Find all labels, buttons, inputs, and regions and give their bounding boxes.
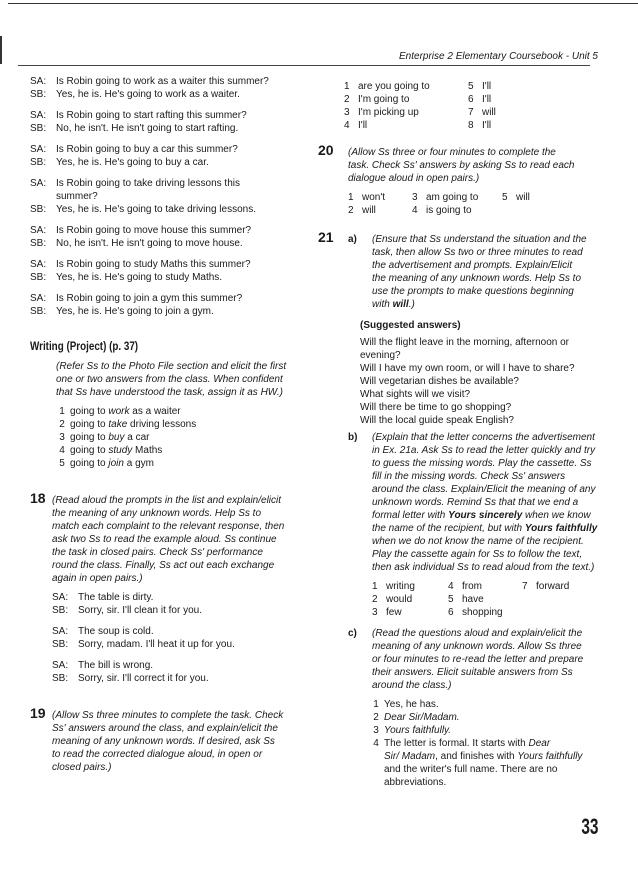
answer-cell: won't [362, 192, 386, 203]
dialogue [52, 591, 298, 617]
answer-cell [536, 593, 596, 606]
item-text [70, 457, 154, 470]
item-text [70, 405, 181, 418]
part-b-answers [372, 580, 600, 619]
exercise-number: 18 [30, 490, 46, 506]
answer-cell: I'm going to [358, 94, 410, 105]
answer-cell [522, 593, 536, 606]
text-line: (Explain that the letter concerns the advertisement [372, 432, 595, 443]
dialogue-line [52, 604, 298, 617]
answer-cell: 5 [468, 81, 474, 92]
line-text: Is Robin going to buy a car this summer? [56, 144, 238, 155]
line-text: Is Robin going to join a gym this summer? [56, 293, 243, 304]
speaker: SA: [52, 626, 69, 637]
line-text: Sorry, sir. I'll clean it for you. [78, 605, 202, 616]
text-line: Will the local guide speak English? [360, 415, 514, 426]
answer-cell: 8 [468, 120, 474, 131]
line-text: Is Robin going to study Maths this summer? [56, 259, 251, 270]
dialogue-line [30, 305, 298, 318]
text-line: (Allow Ss three minutes to complete the task. Check [52, 710, 284, 721]
answer-row [372, 593, 600, 606]
answer-row [344, 106, 600, 119]
part-label: a) [348, 234, 357, 245]
exercise-18 [30, 492, 298, 693]
text: driving lessons [127, 419, 197, 430]
margin-mark [0, 36, 2, 64]
text-line: unknown words. Remind Ss that that we end a [372, 497, 579, 508]
item-number: 4 [59, 445, 65, 456]
line-text: Yes, he is. He's going to buy a car. [56, 157, 209, 168]
text-line [372, 298, 600, 311]
item-text [70, 418, 196, 431]
line-text: Sorry, sir. I'll correct it for you. [78, 673, 209, 684]
text-line: meaning of any unknown words. Allow Ss three [372, 641, 582, 652]
answer-cell: 6 [468, 94, 474, 105]
line-text: Sorry, madam. I'll heat it up for you. [78, 639, 235, 650]
line-text: Is Robin going to start rafting this summer? [56, 110, 247, 121]
exercise-20 [318, 144, 600, 217]
verb: take [108, 419, 128, 430]
text-line [372, 233, 600, 246]
speaker: SB: [30, 123, 47, 134]
speaker: SA: [52, 660, 69, 671]
part-a-instructions [372, 233, 600, 311]
speaker: SB: [30, 306, 47, 317]
answer-cell: 2 [372, 594, 378, 605]
answer-cell: 6 [448, 607, 454, 618]
dialogue [30, 143, 298, 169]
text-line: Ss' answers around the class, and explain/elicit the [52, 723, 278, 734]
answer-row [348, 204, 600, 217]
item-text [70, 444, 162, 457]
speaker: SA: [30, 76, 47, 87]
answer-cell: I'll [358, 120, 368, 131]
list-item [54, 405, 298, 418]
part-c-instructions [372, 627, 600, 692]
verb: join [108, 458, 124, 469]
speaker: SA: [30, 225, 47, 236]
dialogue [52, 659, 298, 685]
suggested-questions [360, 336, 600, 427]
text-line: the task in closed pairs. Check Ss' performance [52, 547, 263, 558]
line-text: Yes, he is. He's going to join a gym. [56, 306, 214, 317]
text-line: then ask individual Ss to read aloud from the text.) [372, 562, 595, 573]
answer-cell [516, 204, 556, 217]
answer-cell: 5 [502, 192, 508, 203]
dialogue [30, 75, 298, 101]
text-line: round the class. Finally, Ss act out each exchange [52, 560, 275, 571]
exercise-20-answers [348, 191, 600, 217]
text-line: ask two Ss to read the example aloud. Ss continue [52, 534, 277, 545]
text-line: match each complaint to the relevant response, then [52, 521, 285, 532]
answer-cell: is going to [426, 205, 472, 216]
text: going to [70, 458, 109, 469]
dialogue-line [30, 292, 298, 305]
dialogue-line [52, 659, 298, 672]
answer-row [344, 93, 600, 106]
answer-cell: from [462, 581, 482, 592]
line-text: Yes, he is. He's going to study Maths. [56, 272, 223, 283]
text-line: (Refer Ss to the Photo File section and elicit the first [56, 361, 287, 372]
text-line: Will the flight leave in the morning, afternoon or [360, 337, 569, 348]
answer-cell: I'll [482, 120, 492, 131]
text-line: Will I have my own room, or will I have to share? [360, 363, 575, 374]
answer-cell [502, 204, 516, 217]
robin-dialogues [30, 75, 298, 318]
line-text: Yes, he is. He's going to take driving lessons. [56, 204, 256, 215]
text-line: meaning of any unknown words. If desired, ask Ss [52, 736, 275, 747]
answer-row [344, 80, 600, 93]
item-number: 2 [59, 419, 65, 430]
part-c-answers: 1 Yes, he has. 2 Dear Sir/Madam. 3 Yours faithfully. 4 The letter is formal. It starts with Dear Sir/ Madam, and finishes with Yours faithfully and the writer's full name. There are no abbreviations. [373, 699, 583, 788]
answer-cell: have [462, 594, 484, 605]
text-line: What sights will we visit? [360, 389, 471, 400]
text-line: one or two answers from the class. When confident [56, 374, 283, 385]
text-line: Play the cassette again for Ss to follow the text, [372, 549, 583, 560]
dialogue-line [30, 271, 298, 284]
text: a car [124, 432, 150, 443]
text-line: (Read aloud the prompts in the list and explain/elicit [52, 495, 282, 506]
line-text: No, he isn't. He isn't going to start rafting. [56, 123, 239, 134]
text: a gym [123, 458, 154, 469]
dialogue-line [30, 237, 298, 250]
answer-cell: are you going to [358, 81, 430, 92]
answer-cell: writing [386, 581, 415, 592]
item-text [70, 431, 150, 444]
text: task, then allow Ss two or three minutes to read [372, 247, 583, 258]
dialogue [30, 292, 298, 318]
header-rule [18, 65, 590, 66]
text: the meaning of any unknown words. Help Ss to [372, 273, 582, 284]
answer-cell: 3 [412, 192, 418, 203]
writing-instructions [56, 360, 298, 399]
verb: study [108, 445, 133, 456]
answer-cell: forward [536, 581, 570, 592]
answer-cell [522, 606, 536, 619]
text-line: task. Check Ss' answers by asking Ss to read each [348, 160, 575, 171]
line-text: The bill is wrong. [78, 660, 154, 671]
speaker: SB: [52, 673, 69, 684]
exercise-18-instructions [52, 494, 298, 585]
text-line: (Read the questions aloud and explain/elicit the [372, 628, 583, 639]
writing-answers [54, 405, 298, 470]
text-line: to read the corrected dialogue aloud, in open or [52, 749, 263, 760]
speaker: SB: [52, 639, 69, 650]
writing-section [30, 340, 298, 470]
dialogue [30, 177, 298, 216]
speaker: SA: [30, 178, 47, 189]
speaker: SA: [30, 293, 47, 304]
text-line: when we do not know the name of the recipient. [372, 536, 584, 547]
speaker: SB: [30, 89, 47, 100]
speaker: SB: [30, 204, 47, 215]
dialogue-line [30, 177, 298, 190]
answer-row [372, 580, 600, 593]
text: the advertisement and prompts. Explain/Elicit [372, 260, 573, 271]
text-line: dialogue aloud in open pairs.) [348, 173, 480, 184]
answer-cell: 1 [372, 581, 378, 592]
text-line: fill in the missing words. Check Ss' answers [372, 471, 566, 482]
dialogue-line [52, 638, 298, 651]
item-number: 5 [59, 458, 65, 469]
page-number: 33 [580, 814, 598, 839]
speaker: SB: [30, 272, 47, 283]
text-line: Will there be time to go shopping? [360, 402, 512, 413]
text-line: around the class. Explain/Elicit the meaning of any [372, 484, 596, 495]
exercise-19 [30, 707, 298, 774]
dialogue-line [30, 75, 298, 88]
answer-row [372, 606, 600, 619]
text: as a waiter [129, 406, 181, 417]
line-text: Yes, he is. He's going to work as a waiter. [56, 89, 240, 100]
text-line [372, 285, 600, 298]
part-b-instructions: (Explain that the letter concerns the advertisement in Ex. 21a. Ask Ss to read the letter quickly and try to guess the missing words. Play the cassette. Ss fill in the missing words. Check Ss' answers around the class. Explain/Elicit the meaning of any unknown words. Remind Ss that that we end a formal letter with Yours sincerely when we know the name of the recipient, but with Yours faithfully when we do not know the name of the recipient. Play the cassette again for Ss to follow the text, then ask individual Ss to read aloud from the text.) [372, 431, 600, 574]
text-line: to guess the missing words. Play the cassette. Ss [372, 458, 592, 469]
right-column [318, 80, 600, 789]
answer-cell: shopping [462, 607, 503, 618]
speaker: SB: [52, 605, 69, 616]
line-text: The soup is cold. [78, 626, 154, 637]
text: use the prompts to make questions beginning [372, 286, 574, 297]
exercise-number: 20 [318, 142, 334, 158]
answer-cell [536, 606, 596, 619]
exercise-18-dialogues [52, 591, 298, 685]
line-text: Is Robin going to move house this summer? [56, 225, 252, 236]
exercise-21 [318, 231, 600, 789]
text-line: the meaning of any unknown words. Help Ss to [52, 508, 262, 519]
dialogue-line [30, 224, 298, 237]
answer-cell: would [386, 594, 413, 605]
text-line [372, 259, 600, 272]
answer-cell: 2 [348, 205, 354, 216]
exercise-number: 19 [30, 705, 46, 721]
speaker: SB: [30, 238, 47, 249]
part-a [348, 233, 600, 311]
text: (Ensure that Ss understand the situation and the [372, 234, 587, 245]
answer-cell: 7 [468, 107, 474, 118]
text: going to [70, 406, 109, 417]
line-text: No, he isn't. He isn't going to move house. [56, 238, 243, 249]
speaker [30, 190, 56, 203]
list-item [54, 457, 298, 470]
line-text: Is Robin going to work as a waiter this summer? [56, 76, 269, 87]
answer-cell: am going to [426, 192, 479, 203]
answer-cell: 7 [522, 581, 528, 592]
dialogue-line [30, 258, 298, 271]
dialogue-line [52, 672, 298, 685]
answer-cell: I'll [482, 81, 492, 92]
text-line: that Ss have understood the task, assign it as HW.) [56, 387, 283, 398]
writing-heading: Writing (Project) (p. 37) [30, 339, 139, 353]
speaker: SA: [30, 144, 47, 155]
line-text: The table is dirty. [78, 592, 154, 603]
text-line: or four minutes to re-read the letter and prepare [372, 654, 584, 665]
answer-cell: 1 [344, 81, 350, 92]
dialogue-line [30, 156, 298, 169]
answer-row [348, 191, 600, 204]
dialogue-line [30, 143, 298, 156]
text-line: Will vegetarian dishes be available? [360, 376, 519, 387]
answer-cell: 4 [448, 581, 454, 592]
text: going to [70, 445, 109, 456]
dialogue-line [30, 122, 298, 135]
dialogue-line [30, 203, 298, 216]
part-b [348, 431, 600, 574]
text: .) [408, 299, 415, 310]
text-line [372, 246, 600, 259]
verb: buy [108, 432, 125, 443]
text-line: evening? [360, 350, 401, 361]
dialogue-line [52, 591, 298, 604]
text: Maths [132, 445, 163, 456]
answer-cell: 3 [372, 607, 378, 618]
text-line: in Ex. 21a. Ask Ss to read the letter quickly and try [372, 445, 596, 456]
dialogue-line [30, 88, 298, 101]
list-item [54, 431, 298, 444]
item-number: 3 [59, 432, 65, 443]
verb: work [108, 406, 130, 417]
list-item [54, 418, 298, 431]
text-line: again in open pairs.) [52, 573, 143, 584]
top-rule [8, 3, 638, 4]
left-column [30, 75, 298, 774]
answer-cell: will [362, 205, 376, 216]
exercise-number: 21 [318, 229, 334, 245]
text: going to [70, 432, 109, 443]
speaker: SA: [52, 592, 69, 603]
answer-cell: 2 [344, 94, 350, 105]
exercise-19-instructions [52, 709, 298, 774]
answer-row [344, 119, 600, 132]
speaker: SB: [30, 157, 47, 168]
answer-cell: will [516, 192, 530, 203]
dialogue-line [30, 109, 298, 122]
line-text: Is Robin going to take driving lessons this [56, 178, 240, 189]
list-item [54, 444, 298, 457]
line-text: summer? [56, 191, 98, 202]
part-c [348, 627, 600, 692]
answer-cell: 4 [412, 205, 418, 216]
answer-cell: few [386, 607, 402, 618]
answer-cell: I'll [482, 94, 492, 105]
part-label: c) [348, 628, 357, 639]
text: with [372, 299, 393, 310]
text-line: closed pairs.) [52, 762, 112, 773]
item-number: 1 [59, 406, 65, 417]
answer-cell: 5 [448, 594, 454, 605]
dialogue [30, 258, 298, 284]
suggested-answers-label: (Suggested answers) [360, 320, 461, 331]
answer-cell: 3 [344, 107, 350, 118]
dialogue-line [30, 190, 298, 203]
dialogue-line [52, 625, 298, 638]
bold-word: will [392, 299, 409, 310]
dialogue [30, 109, 298, 135]
dialogue [52, 625, 298, 651]
exercise-19-answers [344, 80, 600, 132]
text: going to [70, 419, 109, 430]
speaker: SA: [30, 110, 47, 121]
dialogue [30, 224, 298, 250]
exercise-20-instructions [348, 146, 600, 185]
answer-cell: 1 [348, 192, 354, 203]
text-line: around the class.) [372, 680, 452, 691]
text-line [372, 272, 600, 285]
answer-cell: I'm picking up [358, 107, 419, 118]
running-header: Enterprise 2 Elementary Coursebook - Unit 5 [399, 51, 598, 62]
text-line: their answers. Elicit suitable answers from Ss [372, 667, 573, 678]
speaker: SA: [30, 259, 47, 270]
part-label: b) [348, 432, 358, 443]
answer-cell: will [482, 107, 496, 118]
answer-cell: 4 [344, 120, 350, 131]
text-line: (Allow Ss three or four minutes to complete the [348, 147, 556, 158]
